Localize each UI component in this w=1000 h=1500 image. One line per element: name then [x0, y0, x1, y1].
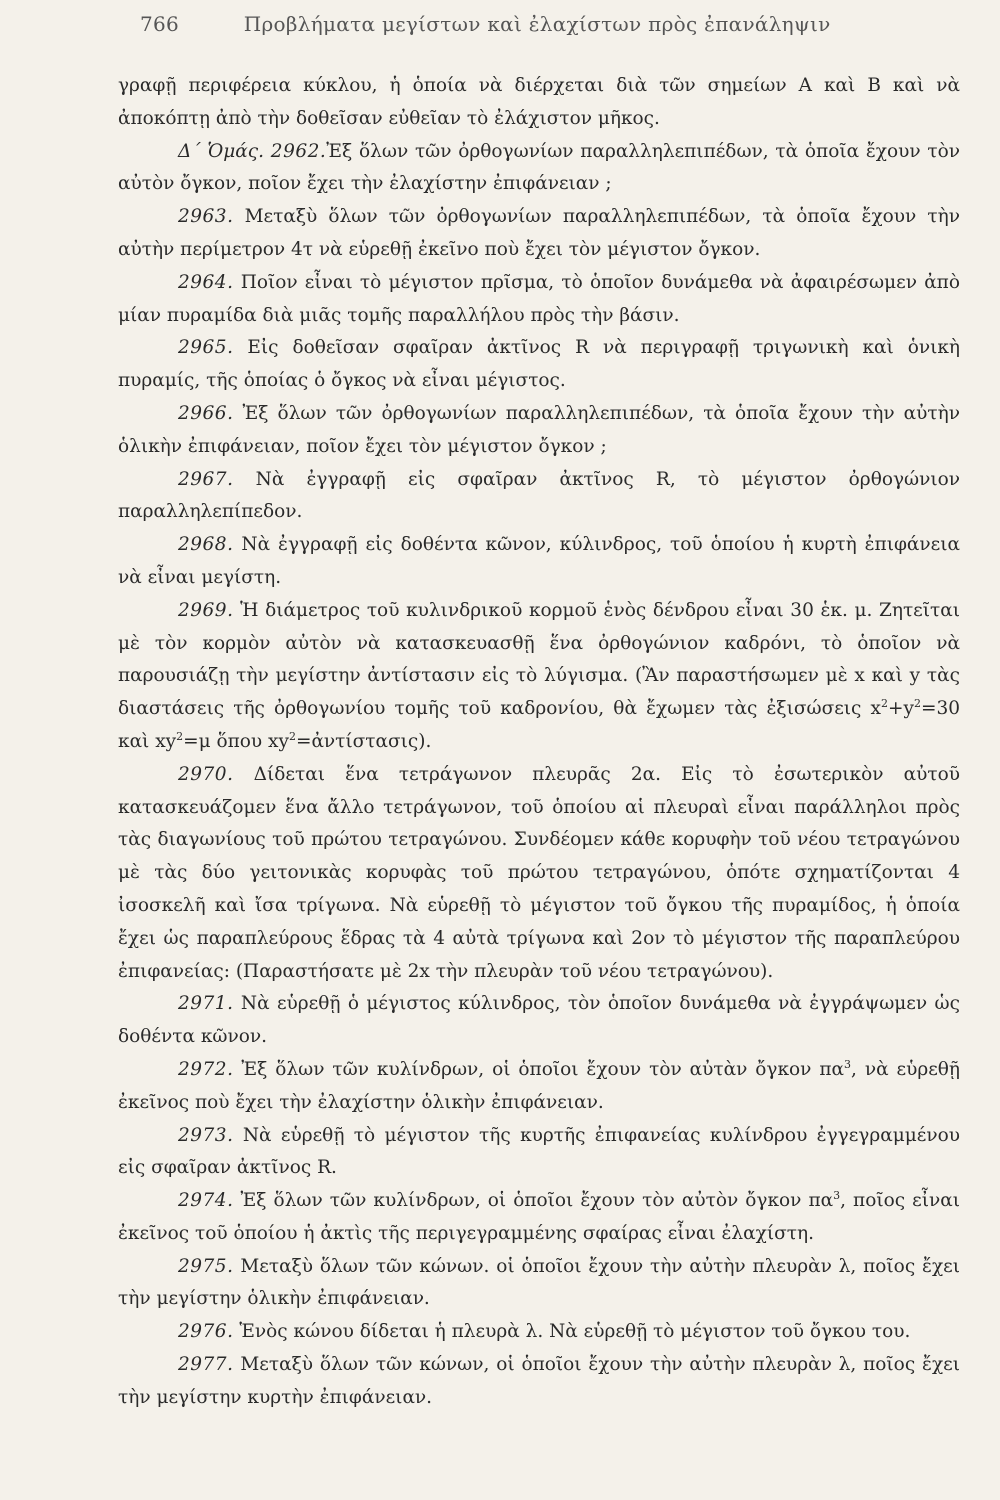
problem-text: Ἐξ ὅλων τῶν ὀρθογωνίων παραλληλεπιπέδων, τὰ ὁποῖα ἔχουν τὴν αὐτὴν ὁλικὴν ἐπιφάνειαν, ποῖον ἔχει τὸν μέγιστον ὄγκον ;	[118, 402, 960, 457]
problem-2976	[118, 1316, 960, 1349]
problem-text: , νὰ εὑρεθῇ ἐκεῖνος ποὺ ἔχει τὴν ἐλαχίστην ὁλικὴν ἐπιφάνειαν.	[118, 1058, 960, 1113]
running-title: Προβλήματα μεγίστων καὶ ἐλαχίστων πρὸς ἐπανάληψιν	[243, 12, 831, 36]
problem-2967	[118, 464, 960, 530]
problem-text: Μεταξὺ ὅλων τῶν ὀρθογωνίων παραλληλεπιπέδων, τὰ ὁποῖα ἔχουν τὴν αὐτὴν περίμετρον 4τ νὰ εὑρεθῇ ἐκεῖνο ποὺ ἔχει τὸν μέγιστον ὄγκον.	[118, 206, 960, 260]
problem-2962	[118, 136, 960, 202]
superscript: 2	[176, 729, 184, 743]
superscript: 2	[288, 729, 296, 743]
problem-number: 2965.	[178, 337, 234, 359]
problem-text: Μεταξὺ ὅλων τῶν κώνων, οἱ ὁποῖοι ἔχουν τὴν αὐτὴν πλευρὰν λ, ποῖος ἔχει τὴν μεγίστην κυρτὴν ἐπιφάνειαν.	[118, 1354, 960, 1408]
problem-text: Ποῖον εἶναι τὸ μέγιστον πρῖσμα, τὸ ὁποῖον δυνάμεθα νὰ ἀφαιρέσωμεν ἀπὸ μίαν πυραμίδα διὰ μιᾶς τομῆς παραλλήλου πρὸς τὴν βάσιν.	[118, 271, 960, 326]
problem-text: =μ ὅπου xy	[183, 730, 289, 752]
problem-text: Ἐξ ὅλων τῶν κυλίνδρων, οἱ ὁποῖοι ἔχουν τὸν αὐτὰν ὄγκον πα	[241, 1058, 845, 1080]
problem-text: Δίδεται ἕνα τετράγωνον πλευρᾶς 2α. Εἰς τὸ ἐσωτερικὸν αὐτοῦ κατασκευάζομεν ἕνα ἄλλο τετράγωνον, τοῦ ὁποίου αἱ πλευραὶ εἶναι παράλληλοι πρὸς τὰς διαγωνίους τοῦ πρώτου τετραγώνου. Συνδέομεν κάθε κορυφὴν τοῦ νέου τετραγώνου μὲ τὰς δύο γειτονικὰς κορυφὰς τοῦ πρώτου τετραγώνου, ὁπότε σχηματίζονται 4 ἰσοσκελῆ καὶ ἴσα τρίγωνα. Νὰ εὑρεθῇ τὸ μέγιστον τοῦ ὄγκου τῆς πυραμίδος, ἡ ὁποία ἔχει ὡς παραπλεύρους ἕδρας τὰ 4 αὐτὰ τρίγωνα καὶ 2ον τὸ μέγιστον τῆς παραπλεύρου ἐπιφανείας: (Παραστήσατε μὲ 2x τὴν πλευρὰν τοῦ νέου τετραγώνου).	[118, 763, 960, 982]
problem-text: Νὰ εὑρεθῇ τὸ μέγιστον τῆς κυρτῆς ἐπιφανείας κυλίνδρου ἐγγεγραμμένου εἰς σφαῖραν ἀκτῖνος R.	[118, 1124, 960, 1179]
problem-number: 2962.	[270, 140, 327, 162]
problem-2966	[118, 398, 960, 464]
problem-2970	[118, 759, 960, 989]
problem-2969	[118, 595, 960, 759]
problem-number: 2972.	[178, 1058, 234, 1080]
problem-text: Ἡ διάμετρος τοῦ κυλινδρικοῦ κορμοῦ ἑνὸς δένδρου εἶναι 30 ἑκ. μ. Ζητεῖται μὲ τὸν κορμὸν αὐτὸν νὰ κατασκευασθῇ ἕνα ὀρθογώνιον καδρόνι, τὸ ὁποῖον νὰ παρουσιάζῃ τὴν μεγίστην ἀντίστασιν εἰς τὸ λύγισμα. (Ἂν παραστήσωμεν μὲ x καὶ y τὰς διαστάσεις τῆς ὀρθογωνίου τομῆς τοῦ καδρονίου, θὰ ἔχωμεν τὰς ἐξισώσεις x	[118, 599, 961, 720]
superscript: 3	[833, 1188, 841, 1202]
page-number: 766	[140, 12, 180, 36]
problem-2974	[118, 1185, 960, 1251]
problem-2964	[118, 267, 960, 333]
problem-number: 2974.	[178, 1190, 234, 1212]
problem-text: Ἐξ ὅλων τῶν ὀρθογωνίων παραλληλεπιπέδων, τὰ ὁποῖα ἔχουν τὸν αὐτὸν ὄγκον, ποῖον ἔχει τὴν ἐλαχίστην ἐπιφάνειαν ;	[118, 140, 960, 195]
problem-number: 2966.	[178, 402, 234, 424]
problem-2972	[118, 1054, 960, 1120]
problem-text: Ἐξ ὅλων τῶν κυλίνδρων, οἱ ὁποῖοι ἔχουν τὸν αὐτὸν ὄγκον πα	[240, 1190, 834, 1212]
page-header	[140, 12, 900, 36]
problem-text: Εἰς δοθεῖσαν σφαῖραν ἀκτῖνος R νὰ περιγραφῇ τριγωνικὴ καὶ ὁνικὴ πυραμίς, τῆς ὁποίας ὁ ὄγκος νὰ εἶναι μέγιστος.	[118, 337, 960, 392]
problem-number: 2967.	[178, 468, 234, 490]
group-label: Δ΄ Ὁμάς.	[178, 140, 265, 162]
problem-2971	[118, 988, 960, 1054]
problem-number: 2964.	[178, 271, 234, 293]
problem-2965	[118, 332, 960, 398]
page-body	[118, 70, 960, 1415]
problem-number: 2968.	[178, 534, 234, 556]
problem-text: =30 καὶ xy	[118, 698, 960, 752]
problem-2973	[118, 1120, 960, 1186]
problem-2975	[118, 1251, 960, 1317]
problem-number: 2976.	[178, 1321, 234, 1343]
problem-2963	[118, 201, 960, 267]
problem-number: 2969.	[178, 599, 234, 621]
problem-text: , ποῖος εἶναι ἐκεῖνος τοῦ ὁποίου ἡ ἀκτὶς τῆς περιγεγραμμένης σφαίρας εἶναι ἐλαχίστη.	[118, 1190, 960, 1244]
intro-paragraph: γραφῇ περιφέρεια κύκλου, ἡ ὁποία νὰ διέρχεται διὰ τῶν σημείων Α καὶ Β καὶ νὰ ἀποκόπτῃ ἀπὸ τὴν δοθεῖσαν εὐθεῖαν τὸ ἐλάχιστον μῆκος.	[118, 75, 960, 129]
problem-text: +y	[888, 698, 914, 720]
problem-number: 2971.	[178, 993, 234, 1015]
problem-text: Νὰ εὑρεθῇ ὁ μέγιστος κύλινδρος, τὸν ὁποῖον δυνάμεθα νὰ ἐγγράψωμεν ὡς δοθέντα κῶνον.	[118, 993, 960, 1048]
problem-number: 2973.	[178, 1124, 234, 1146]
superscript: 2	[913, 696, 921, 710]
problem-number: 2975.	[178, 1255, 234, 1277]
superscript: 2	[881, 696, 888, 710]
problem-text: =ἀντίστασις).	[295, 730, 432, 752]
superscript: 3	[844, 1057, 852, 1071]
problem-text: Μεταξὺ ὅλων τῶν κώνων. οἱ ὁποῖοι ἔχουν τὴν αὐτὴν πλευρὰν λ, ποῖος ἔχει τὴν μεγίστην ὁλικὴν ἐπιφάνειαν.	[118, 1255, 960, 1310]
problem-2968	[118, 529, 960, 595]
problem-text: Νὰ ἐγγραφῇ εἰς σφαῖραν ἀκτῖνος R, τὸ μέγιστον ὀρθογώνιον παραλληλεπίπεδον.	[118, 468, 960, 523]
problem-number: 2977.	[178, 1354, 234, 1376]
problem-2977	[118, 1349, 960, 1415]
problem-text: Νὰ ἐγγραφῇ εἰς δοθέντα κῶνον, κύλινδρος, τοῦ ὁποίου ἡ κυρτὴ ἐπιφάνεια νὰ εἶναι μεγίστη.	[118, 534, 960, 588]
problem-number: 2963.	[178, 206, 234, 228]
problem-text: Ἑνὸς κώνου δίδεται ἡ πλευρὰ λ. Νὰ εὑρεθῇ τὸ μέγιστον τοῦ ὄγκου του.	[239, 1321, 911, 1343]
problem-number: 2970.	[178, 763, 234, 785]
